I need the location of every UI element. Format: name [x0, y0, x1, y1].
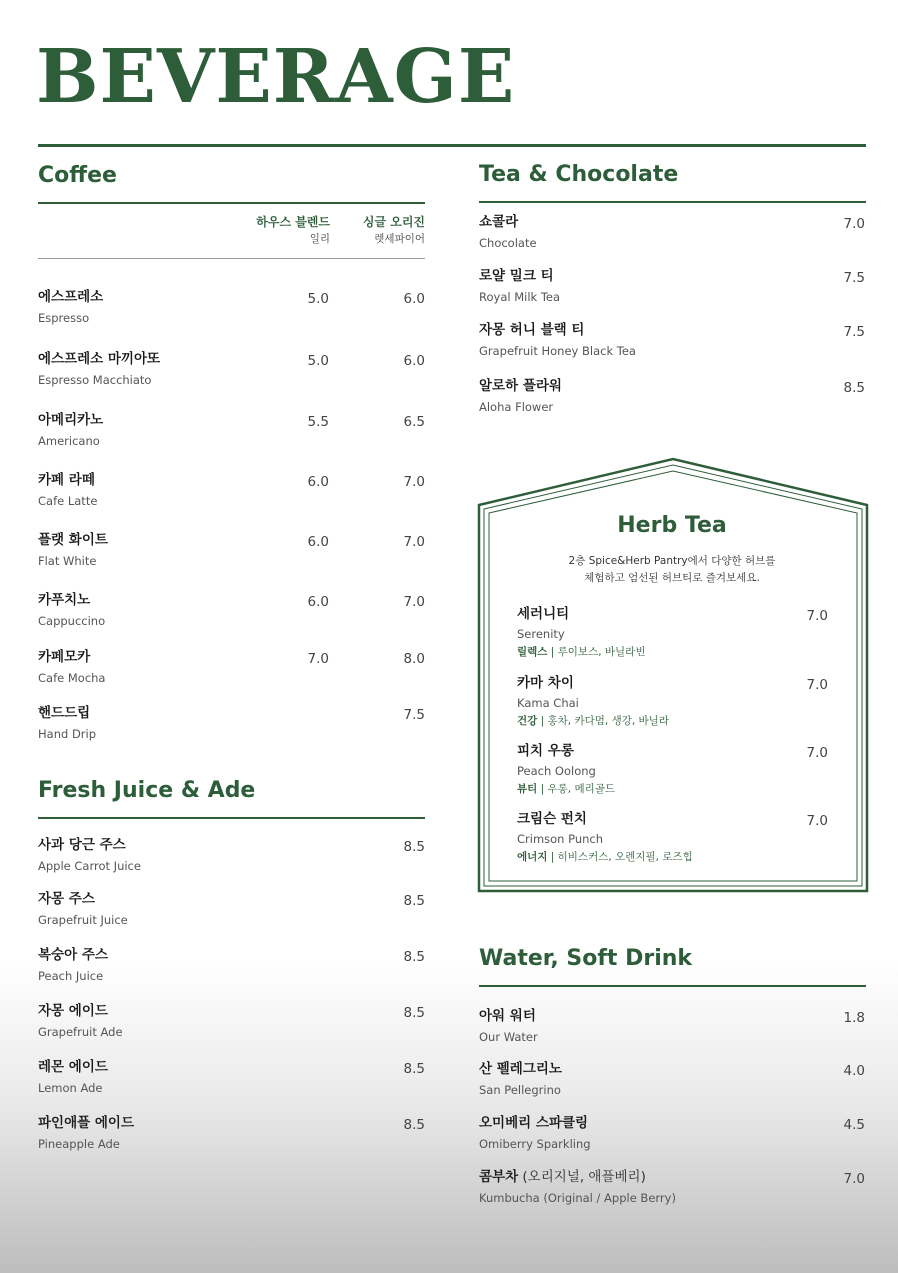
item-name-english: Chocolate	[479, 235, 537, 250]
item-name-korean	[38, 1061, 108, 1075]
single-origin-price: 7.0	[403, 534, 425, 550]
item-name-english: Hand Drip	[38, 726, 97, 741]
coffee-header-divider	[38, 258, 425, 259]
herb-tea-heading: Herb Tea	[617, 513, 727, 538]
menu-item	[479, 270, 560, 303]
menu-item	[38, 414, 103, 447]
item-name-korean	[38, 839, 141, 853]
item-name-korean-text: 산 펠레그리노	[479, 1061, 562, 1077]
item-name-english: Lemon Ade	[38, 1080, 103, 1095]
item-name-korean	[38, 353, 160, 367]
menu-item	[517, 745, 615, 795]
item-name-english: Peach Juice	[38, 968, 104, 983]
item-price: 7.0	[806, 608, 828, 624]
item-name-korean-text: 핸드드립	[38, 705, 91, 721]
item-name-english: Serenity	[517, 626, 565, 641]
item-name-korean-text: 복숭아 주스	[38, 947, 108, 963]
single-origin-price: 7.0	[403, 594, 425, 610]
menu-item	[479, 1171, 676, 1204]
item-name-korean	[479, 1010, 538, 1024]
coffee-divider	[38, 202, 425, 204]
column-header-single-origin	[325, 216, 425, 245]
item-price: 4.5	[843, 1117, 865, 1133]
herb-tag: 에너지	[517, 851, 548, 863]
item-name-sub: (오리지널, 애플베리)	[518, 1169, 646, 1185]
item-name-korean	[38, 1005, 123, 1019]
item-name-korean-text: 사과 당근 주스	[38, 837, 126, 853]
single-origin-price: 6.0	[403, 291, 425, 307]
item-price: 7.0	[843, 1171, 865, 1187]
item-price: 4.0	[843, 1063, 865, 1079]
juice-divider	[38, 817, 425, 819]
item-name-english: Cafe Latte	[38, 493, 98, 508]
herb-tag: 건강	[517, 715, 538, 727]
herb-ingredients: | 우롱, 메리골드	[537, 783, 616, 795]
menu-item	[38, 474, 97, 507]
item-name-korean-text: 쇼콜라	[479, 214, 519, 230]
house-blend-price: 7.0	[307, 651, 329, 667]
item-name-english: Grapefruit Juice	[38, 912, 128, 927]
menu-item	[479, 1063, 562, 1096]
item-name-korean-text: 에스프레소	[38, 289, 104, 305]
item-name-korean-text: 카페 라떼	[38, 472, 95, 488]
item-name-korean-text: 카마 차이	[517, 675, 574, 691]
menu-item	[517, 813, 693, 863]
item-name-korean	[38, 594, 105, 608]
house-blend-sub: 일리	[309, 233, 330, 245]
single-origin-label: 싱글 오리진	[362, 215, 425, 229]
item-name-english: Espresso	[38, 310, 90, 325]
item-price: 8.5	[403, 893, 425, 909]
single-origin-price: 6.0	[403, 353, 425, 369]
item-name-korean-text: 에스프레소 마끼아또	[38, 351, 161, 367]
menu-item	[38, 839, 141, 872]
herb-ingredients: | 홍차, 카다멈, 생강, 바닐라	[537, 715, 669, 727]
top-divider	[38, 144, 866, 147]
single-origin-price: 8.0	[403, 651, 425, 667]
menu-item	[38, 949, 108, 982]
item-name-korean-text: 알로하 플라워	[479, 378, 562, 394]
tea-divider	[479, 201, 866, 203]
herb-tea-description-line1: 2층 Spice&Herb Pantry에서 다양한 허브를	[568, 555, 776, 567]
item-price: 8.5	[403, 839, 425, 855]
house-blend-price: 6.0	[307, 594, 329, 610]
page-title: BEVERAGE	[36, 34, 516, 120]
item-name-korean	[517, 608, 645, 622]
herb-ingredients: | 히비스커스, 오렌지필, 로즈힙	[547, 851, 693, 863]
item-name-korean	[479, 1171, 676, 1185]
item-name-english: Americano	[38, 433, 100, 448]
item-name-korean-text: 자몽 허니 블랙 티	[479, 322, 585, 338]
item-name-korean	[38, 893, 128, 907]
item-price: 8.5	[403, 949, 425, 965]
item-price: 7.0	[806, 813, 828, 829]
item-price: 7.0	[806, 745, 828, 761]
item-name-english: Crimson Punch	[517, 831, 604, 846]
item-price: 7.5	[843, 324, 865, 340]
item-name-english: Cafe Mocha	[38, 670, 106, 685]
item-name-korean	[479, 270, 560, 284]
house-blend-price: 6.0	[307, 534, 329, 550]
item-name-korean-text: 아메리카노	[38, 412, 104, 428]
herb-notes	[517, 647, 645, 658]
menu-item	[479, 324, 636, 357]
menu-item	[479, 216, 537, 249]
water-heading: Water, Soft Drink	[479, 946, 693, 971]
house-blend-label: 하우스 블렌드	[256, 215, 330, 229]
single-origin-price: 6.5	[403, 414, 425, 430]
item-name-korean	[38, 949, 108, 963]
item-name-english: Kama Chai	[517, 695, 579, 710]
column-header-house-blend	[230, 216, 330, 245]
item-name-korean-text: 오미베리 스파클링	[479, 1115, 589, 1131]
item-name-korean-text: 아워 워터	[479, 1008, 536, 1024]
item-name-english: Grapefruit Honey Black Tea	[479, 343, 636, 358]
juice-heading: Fresh Juice & Ade	[38, 778, 256, 803]
menu-item	[479, 1117, 591, 1150]
item-price: 8.5	[403, 1005, 425, 1021]
menu-item	[479, 380, 562, 413]
item-name-korean-text: 피치 우롱	[517, 743, 574, 759]
item-name-english: Kumbucha (Original / Apple Berry)	[479, 1190, 676, 1205]
item-name-english: Omiberry Sparkling	[479, 1136, 591, 1151]
item-name-korean-text: 플랫 화이트	[38, 532, 108, 548]
menu-item	[38, 534, 108, 567]
item-name-english: Grapefruit Ade	[38, 1024, 123, 1039]
menu-item	[479, 1010, 538, 1043]
item-name-korean	[38, 414, 103, 428]
item-name-korean-text: 카푸치노	[38, 592, 91, 608]
item-name-english: Cappuccino	[38, 613, 106, 628]
item-name-korean	[517, 677, 669, 691]
item-name-korean-text: 자몽 주스	[38, 891, 95, 907]
item-price: 7.5	[843, 270, 865, 286]
menu-item	[517, 677, 669, 727]
item-name-english: Flat White	[38, 553, 97, 568]
menu-item	[38, 291, 103, 324]
house-blend-price: 5.0	[307, 353, 329, 369]
item-price: 8.5	[403, 1117, 425, 1133]
menu-item	[38, 1117, 134, 1150]
item-name-korean-text: 크림슨 펀치	[517, 811, 587, 827]
item-name-english: Pineapple Ade	[38, 1136, 120, 1151]
item-name-korean	[479, 324, 636, 338]
item-name-english: Aloha Flower	[479, 399, 554, 414]
item-name-korean-text: 레몬 에이드	[38, 1059, 108, 1075]
house-blend-price: 5.5	[307, 414, 329, 430]
water-divider	[479, 985, 866, 987]
herb-ingredients: | 루이보스, 바닐라빈	[547, 646, 646, 658]
menu-item	[38, 707, 96, 740]
item-price: 8.5	[403, 1061, 425, 1077]
item-name-korean	[479, 1117, 591, 1131]
menu-item	[38, 353, 160, 386]
coffee-heading: Coffee	[38, 163, 117, 188]
item-name-korean-text: 콤부차	[479, 1169, 519, 1185]
item-price: 7.0	[843, 216, 865, 232]
item-price: 8.5	[843, 380, 865, 396]
item-name-korean	[38, 707, 96, 721]
item-name-english: Royal Milk Tea	[479, 289, 561, 304]
item-name-english: San Pellegrino	[479, 1082, 561, 1097]
herb-notes	[517, 852, 693, 863]
single-origin-price: 7.5	[403, 707, 425, 723]
single-origin-sub: 렛세파이어	[374, 233, 425, 245]
item-name-korean	[479, 1063, 562, 1077]
menu-item	[38, 1061, 108, 1094]
herb-tag: 뷰티	[517, 783, 538, 795]
item-name-korean	[38, 474, 97, 488]
item-price: 7.0	[806, 677, 828, 693]
item-name-korean-text: 세러니티	[517, 606, 570, 622]
house-blend-price: 5.0	[307, 291, 329, 307]
item-name-korean	[38, 291, 103, 305]
item-name-english: Our Water	[479, 1029, 538, 1044]
item-price: 1.8	[843, 1010, 865, 1026]
herb-tea-description-line2: 체험하고 엄선된 허브티로 즐겨보세요.	[584, 572, 760, 584]
single-origin-price: 7.0	[403, 474, 425, 490]
item-name-korean	[517, 745, 615, 759]
house-blend-price: 6.0	[307, 474, 329, 490]
item-name-korean-text: 로얄 밀크 티	[479, 268, 554, 284]
menu-item	[517, 608, 645, 658]
item-name-korean-text: 카페모카	[38, 649, 91, 665]
item-name-korean	[517, 813, 693, 827]
herb-tag: 릴렉스	[517, 646, 548, 658]
item-name-korean-text: 자몽 에이드	[38, 1003, 108, 1019]
menu-item	[38, 1005, 123, 1038]
item-name-english: Peach Oolong	[517, 763, 596, 778]
menu-item	[38, 594, 105, 627]
menu-item	[38, 651, 105, 684]
item-name-korean	[479, 216, 537, 230]
menu-item	[38, 893, 128, 926]
herb-notes	[517, 784, 615, 795]
item-name-korean	[479, 380, 562, 394]
item-name-korean	[38, 534, 108, 548]
item-name-english: Espresso Macchiato	[38, 372, 152, 387]
tea-heading: Tea & Chocolate	[479, 162, 679, 187]
item-name-korean	[38, 1117, 134, 1131]
item-name-korean	[38, 651, 105, 665]
herb-notes	[517, 716, 669, 727]
item-name-korean-text: 파인애플 에이드	[38, 1115, 134, 1131]
item-name-english: Apple Carrot Juice	[38, 858, 141, 873]
